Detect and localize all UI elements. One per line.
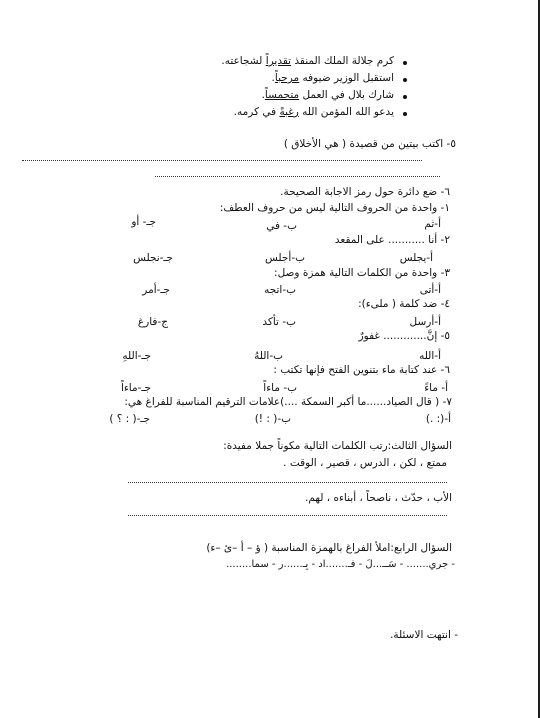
bullet-sentence-3: شارك بلال في العمل متحمساً.: [261, 89, 394, 101]
q6-item-5-option-a: أ-الله: [419, 350, 441, 362]
q6-item-6-prompt: ٦- عند كتابة ماء بتنوين الفتح فإنها تكتب :: [273, 364, 450, 376]
q6-item-4-prompt: ٤- ضد كلمة ( ملىء):: [358, 298, 450, 310]
question-6-title: ٦- ضع دائرة حول رمز الاجابة الصحيحة.: [280, 186, 450, 198]
q6-item-5-option-b: ب-اللهُ: [254, 350, 283, 362]
question-3-title: السؤال الثالث:رتب الكلمات التالية مكوناً جملا مفيدة:: [223, 440, 452, 452]
bullet-sentence-4: يدعو الله المؤمن الله رغبةً في كرمه.: [233, 106, 394, 118]
answer-line: [128, 482, 447, 483]
question-4-title: السؤال الرابع:املأ الفراغ بالهمزة المناسبة ( ؤ – أ –ئ –ء): [206, 542, 452, 554]
q6-item-3-option-a: أ-أتى: [419, 284, 441, 296]
answer-line: [155, 176, 440, 177]
q6-item-1-prompt: ١- واحدة من الحروف التالية ليس من حروف العطف:: [219, 202, 450, 214]
q6-item-1-option-c: جـ- أو: [131, 216, 156, 228]
q6-item-6-option-a: أ- ماءً: [424, 382, 448, 394]
q6-item-4-option-b: ب- تأكد: [262, 316, 296, 328]
q6-item-5-option-c: جـ-اللهِ: [122, 350, 151, 362]
q6-item-3-option-b: ب-اتجه: [264, 284, 296, 296]
q6-item-2-option-a: أ-يجلس: [399, 252, 433, 264]
q6-item-7-option-c: جـ-( : ؟ ): [109, 413, 150, 425]
q6-item-3-prompt: ٣- واحدة من الكلمات التالية همزة وصل:: [274, 267, 450, 279]
bullet-sentence-2: استقبل الوزير ضيوفه مرحباً.: [271, 72, 394, 84]
q6-item-2-option-b: ب-أجلس: [265, 252, 305, 264]
bullet-dot: [403, 112, 407, 116]
q6-item-6-option-c: جـ-ماءاً: [120, 382, 151, 394]
q6-item-5-prompt: ٥- إنَّ............. غفورٌ: [358, 330, 450, 342]
q4-words: - جري....... - سَــ...لَ - فـ.......اد - بِـ......ر - سما........: [226, 559, 455, 570]
q3-words-line-1: ممتع ، لكن ، الدرس ، قصير ، الوقت .: [283, 457, 447, 469]
end-of-questions: - انتهت الاسئلة.: [390, 629, 458, 641]
q6-item-1-option-a: أ-ثم: [424, 218, 441, 230]
answer-line: [22, 160, 422, 161]
bullet-dot: [403, 95, 407, 99]
bullet-sentence-1: كرم جلالة الملك المنقذ تقديراً لشجاعته.: [221, 55, 394, 67]
answer-line: [128, 515, 447, 516]
q3-words-line-2: الأب ، حدّث ، ناصحاً ، أبناءه ، لهم.: [305, 492, 452, 504]
q6-item-7-option-b: ب-( : !): [254, 413, 291, 425]
question-5: ٥- اكتب بيتين من قصيدة ( هي الأخلاق ): [283, 138, 456, 150]
bullet-dot: [403, 61, 407, 65]
q6-item-7-option-a: أ-(: .): [425, 413, 451, 425]
q6-item-2-prompt: ٢- أنا ........... على المقعد: [334, 234, 450, 246]
q6-item-3-option-c: جـ-أمر: [142, 284, 170, 296]
q6-item-2-option-c: جـ-نجلس: [133, 252, 173, 264]
q6-item-4-option-c: ج-فارغ: [137, 316, 168, 328]
q6-item-6-option-b: ب- ماءاً: [263, 382, 297, 394]
q6-item-1-option-b: ب- في: [266, 220, 297, 232]
bullet-dot: [403, 78, 407, 82]
q6-item-4-option-a: أ-أرسل: [409, 316, 441, 328]
q6-item-7-prompt: ٧- ( قال الصياد......ما أكبر السمكة ....)علامات الترقيم المناسبة للفراغ هي:: [124, 396, 452, 408]
